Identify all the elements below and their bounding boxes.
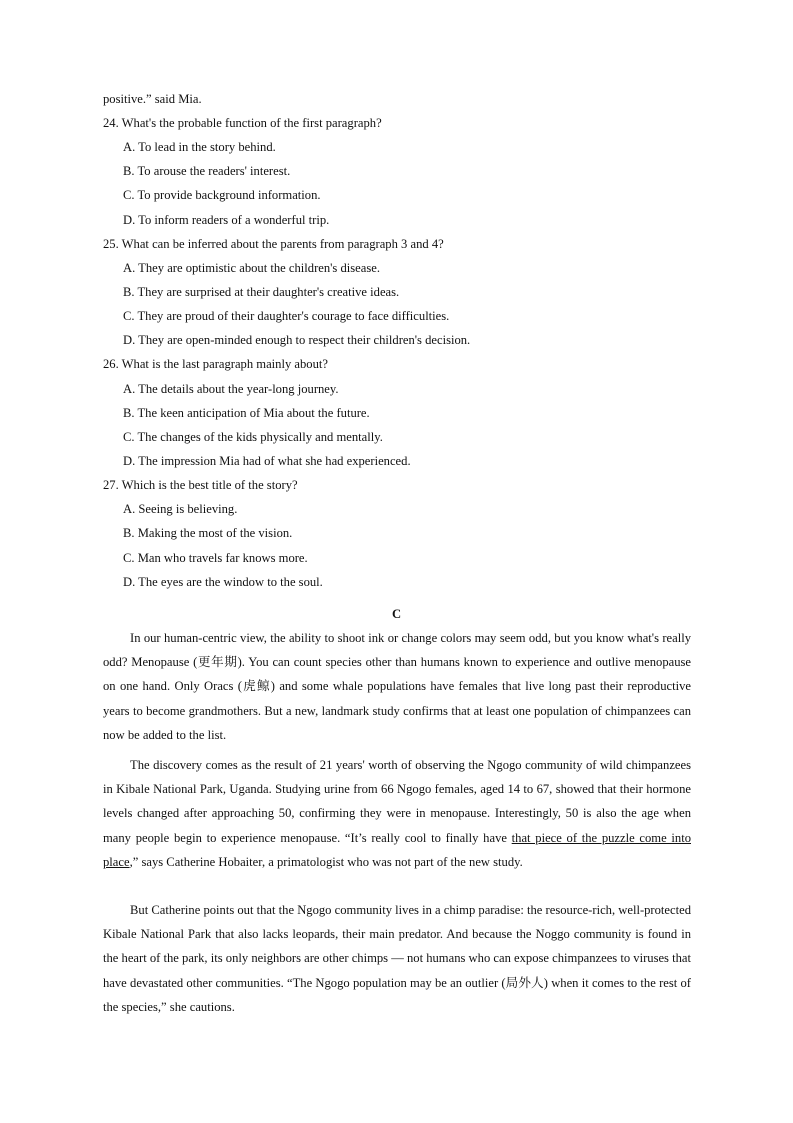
question-25-option-a: A. They are optimistic about the children's disease.: [123, 261, 380, 275]
question-27-option-a: A. Seeing is believing.: [123, 502, 238, 516]
question-25-option-c: C. They are proud of their daughter's courage to face difficulties.: [123, 309, 450, 323]
paragraph-text: [103, 753, 691, 874]
question-24-option-c: C. To provide background information.: [123, 188, 321, 202]
question-25-option-d: D. They are open-minded enough to respect their children's decision.: [123, 333, 471, 347]
question-24-option-d: D. To inform readers of a wonderful trip.: [123, 213, 330, 227]
passage-paragraph-2: [103, 753, 691, 874]
question-25-option-b: B. They are surprised at their daughter's creative ideas.: [123, 285, 400, 299]
question-27-option-b: B. Making the most of the vision.: [123, 526, 293, 540]
paragraph-text: In our human-centric view, the ability to shoot ink or change colors may seem odd, but you know what's really odd? Menopause (更年期). You can count species other than humans known to experience and outlive menopause on one hand. Only Oracs (虎鲸) and some whale populations have females that live long past their reproductive years to become grandmothers. But a new, landmark study confirms that at least one population of chimpanzees can now be added to the list.: [103, 631, 691, 742]
paragraph-text-before: The discovery comes as the result of 21 years' worth of observing the Ngogo community of wild chimpanzees in Kibale National Park, Uganda. Studying urine from 66 Ngogo females, aged 14 to 67, showed that their hormone levels changed after approaching 50, confirming they were in menopause. Interestingly, 50 is also the age when many people begin to experience menopause. “It’s really cool to finally have: [103, 758, 691, 845]
question-26-option-d: D. The impression Mia had of what she had experienced.: [123, 454, 411, 468]
question-24-stem: 24. What's the probable function of the first paragraph?: [103, 116, 382, 130]
question-27-option-c: C. Man who travels far knows more.: [123, 551, 308, 565]
question-27-stem: 27. Which is the best title of the story?: [103, 478, 298, 492]
paragraph-text: But Catherine points out that the Ngogo community lives in a chimp paradise: the resource-rich, well-protected Kibale National Park that also lacks leopards, their main predator. And because the Noggo community is found in the heart of the park, its only neighbors are other chimps — not humans who can expose chimpanzees to viruses that have devastated other communities. “The Ngogo population may be an outlier (局外人) when it comes to the rest of the species,” she cautions.: [103, 903, 691, 1014]
question-25-stem: 25. What can be inferred about the parents from paragraph 3 and 4?: [103, 237, 444, 251]
question-26-option-a: A. The details about the year-long journey.: [123, 382, 339, 396]
underlined-phrase: that piece of the puzzle come into place: [103, 830, 691, 869]
passage-paragraph-3: [103, 898, 691, 1019]
section-heading: C: [391, 607, 402, 621]
question-27-option-d: D. The eyes are the window to the soul.: [123, 575, 323, 589]
question-24-option-a: A. To lead in the story behind.: [123, 140, 276, 154]
question-26-option-b: B. The keen anticipation of Mia about the future.: [123, 406, 370, 420]
question-26-stem: 26. What is the last paragraph mainly about?: [103, 357, 328, 371]
question-24-option-b: B. To arouse the readers' interest.: [123, 164, 291, 178]
passage-paragraph-1: [103, 626, 691, 747]
question-26-option-c: C. The changes of the kids physically and mentally.: [123, 430, 383, 444]
continued-text-line: positive.” said Mia.: [103, 92, 202, 106]
paragraph-text-after: ,” says Catherine Hobaiter, a primatologist who was not part of the new study.: [129, 854, 523, 869]
